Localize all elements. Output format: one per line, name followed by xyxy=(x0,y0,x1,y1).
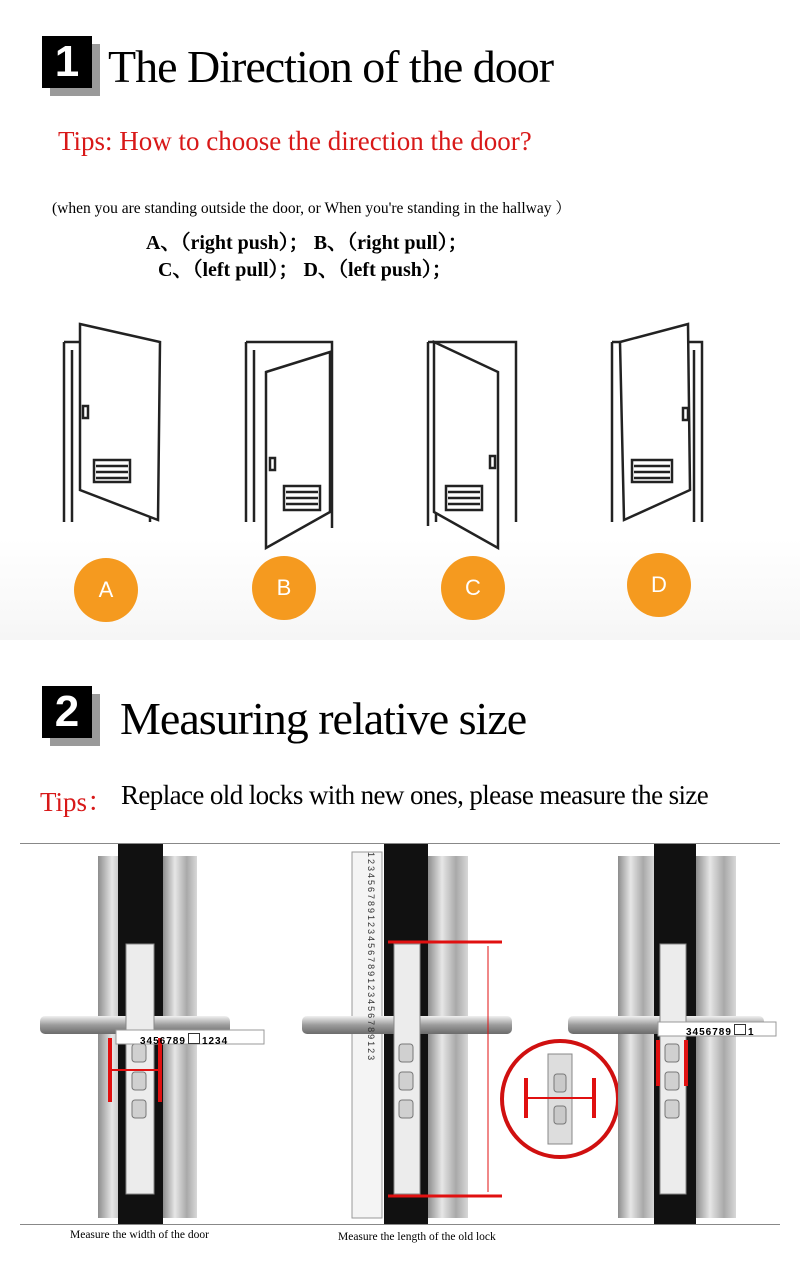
section-2-number-badge xyxy=(42,686,92,738)
door-d-badge: D xyxy=(627,553,691,617)
lock-photos xyxy=(20,843,780,1225)
section-2-title: Measuring relative size xyxy=(120,693,527,744)
caption-width: Measure the width of the door xyxy=(70,1229,209,1241)
lock-middle xyxy=(302,844,618,1224)
ruler-vertical-text: 123456789123456789123456789123 xyxy=(366,852,376,1063)
standing-note: (when you are standing outside the door, or When you're standing in the hallway ） xyxy=(52,200,571,217)
measure-tip-text: Replace old locks with new ones, please measure the size xyxy=(121,780,709,810)
caption-length: Measure the length of the old lock xyxy=(338,1231,496,1243)
door-b-badge: B xyxy=(252,556,316,620)
options-line-1: A、（right push）； B、（right pull）； xyxy=(146,232,468,254)
door-d-drawing xyxy=(612,324,702,522)
measure-tip-label: Tips： xyxy=(40,787,115,817)
door-c-drawing xyxy=(428,342,516,548)
lock-drawings xyxy=(20,844,780,1224)
door-b-drawing xyxy=(246,342,332,548)
direction-tip: Tips: How to choose the direction the door? xyxy=(58,126,532,156)
section-1-title: The Direction of the door xyxy=(108,41,554,92)
ruler-left-text: 3456789 1234 xyxy=(140,1033,228,1047)
section-2-number: 2 xyxy=(42,686,92,738)
section-1-number: 1 xyxy=(42,36,92,88)
door-a-badge: A xyxy=(74,558,138,622)
door-a-drawing xyxy=(64,324,160,522)
ruler-right-text: 3456789 1 xyxy=(686,1024,755,1038)
section-1-number-badge xyxy=(42,36,92,88)
door-c-badge: C xyxy=(441,556,505,620)
options-line-2: C、（left pull）； D、（left push）； xyxy=(158,259,452,281)
